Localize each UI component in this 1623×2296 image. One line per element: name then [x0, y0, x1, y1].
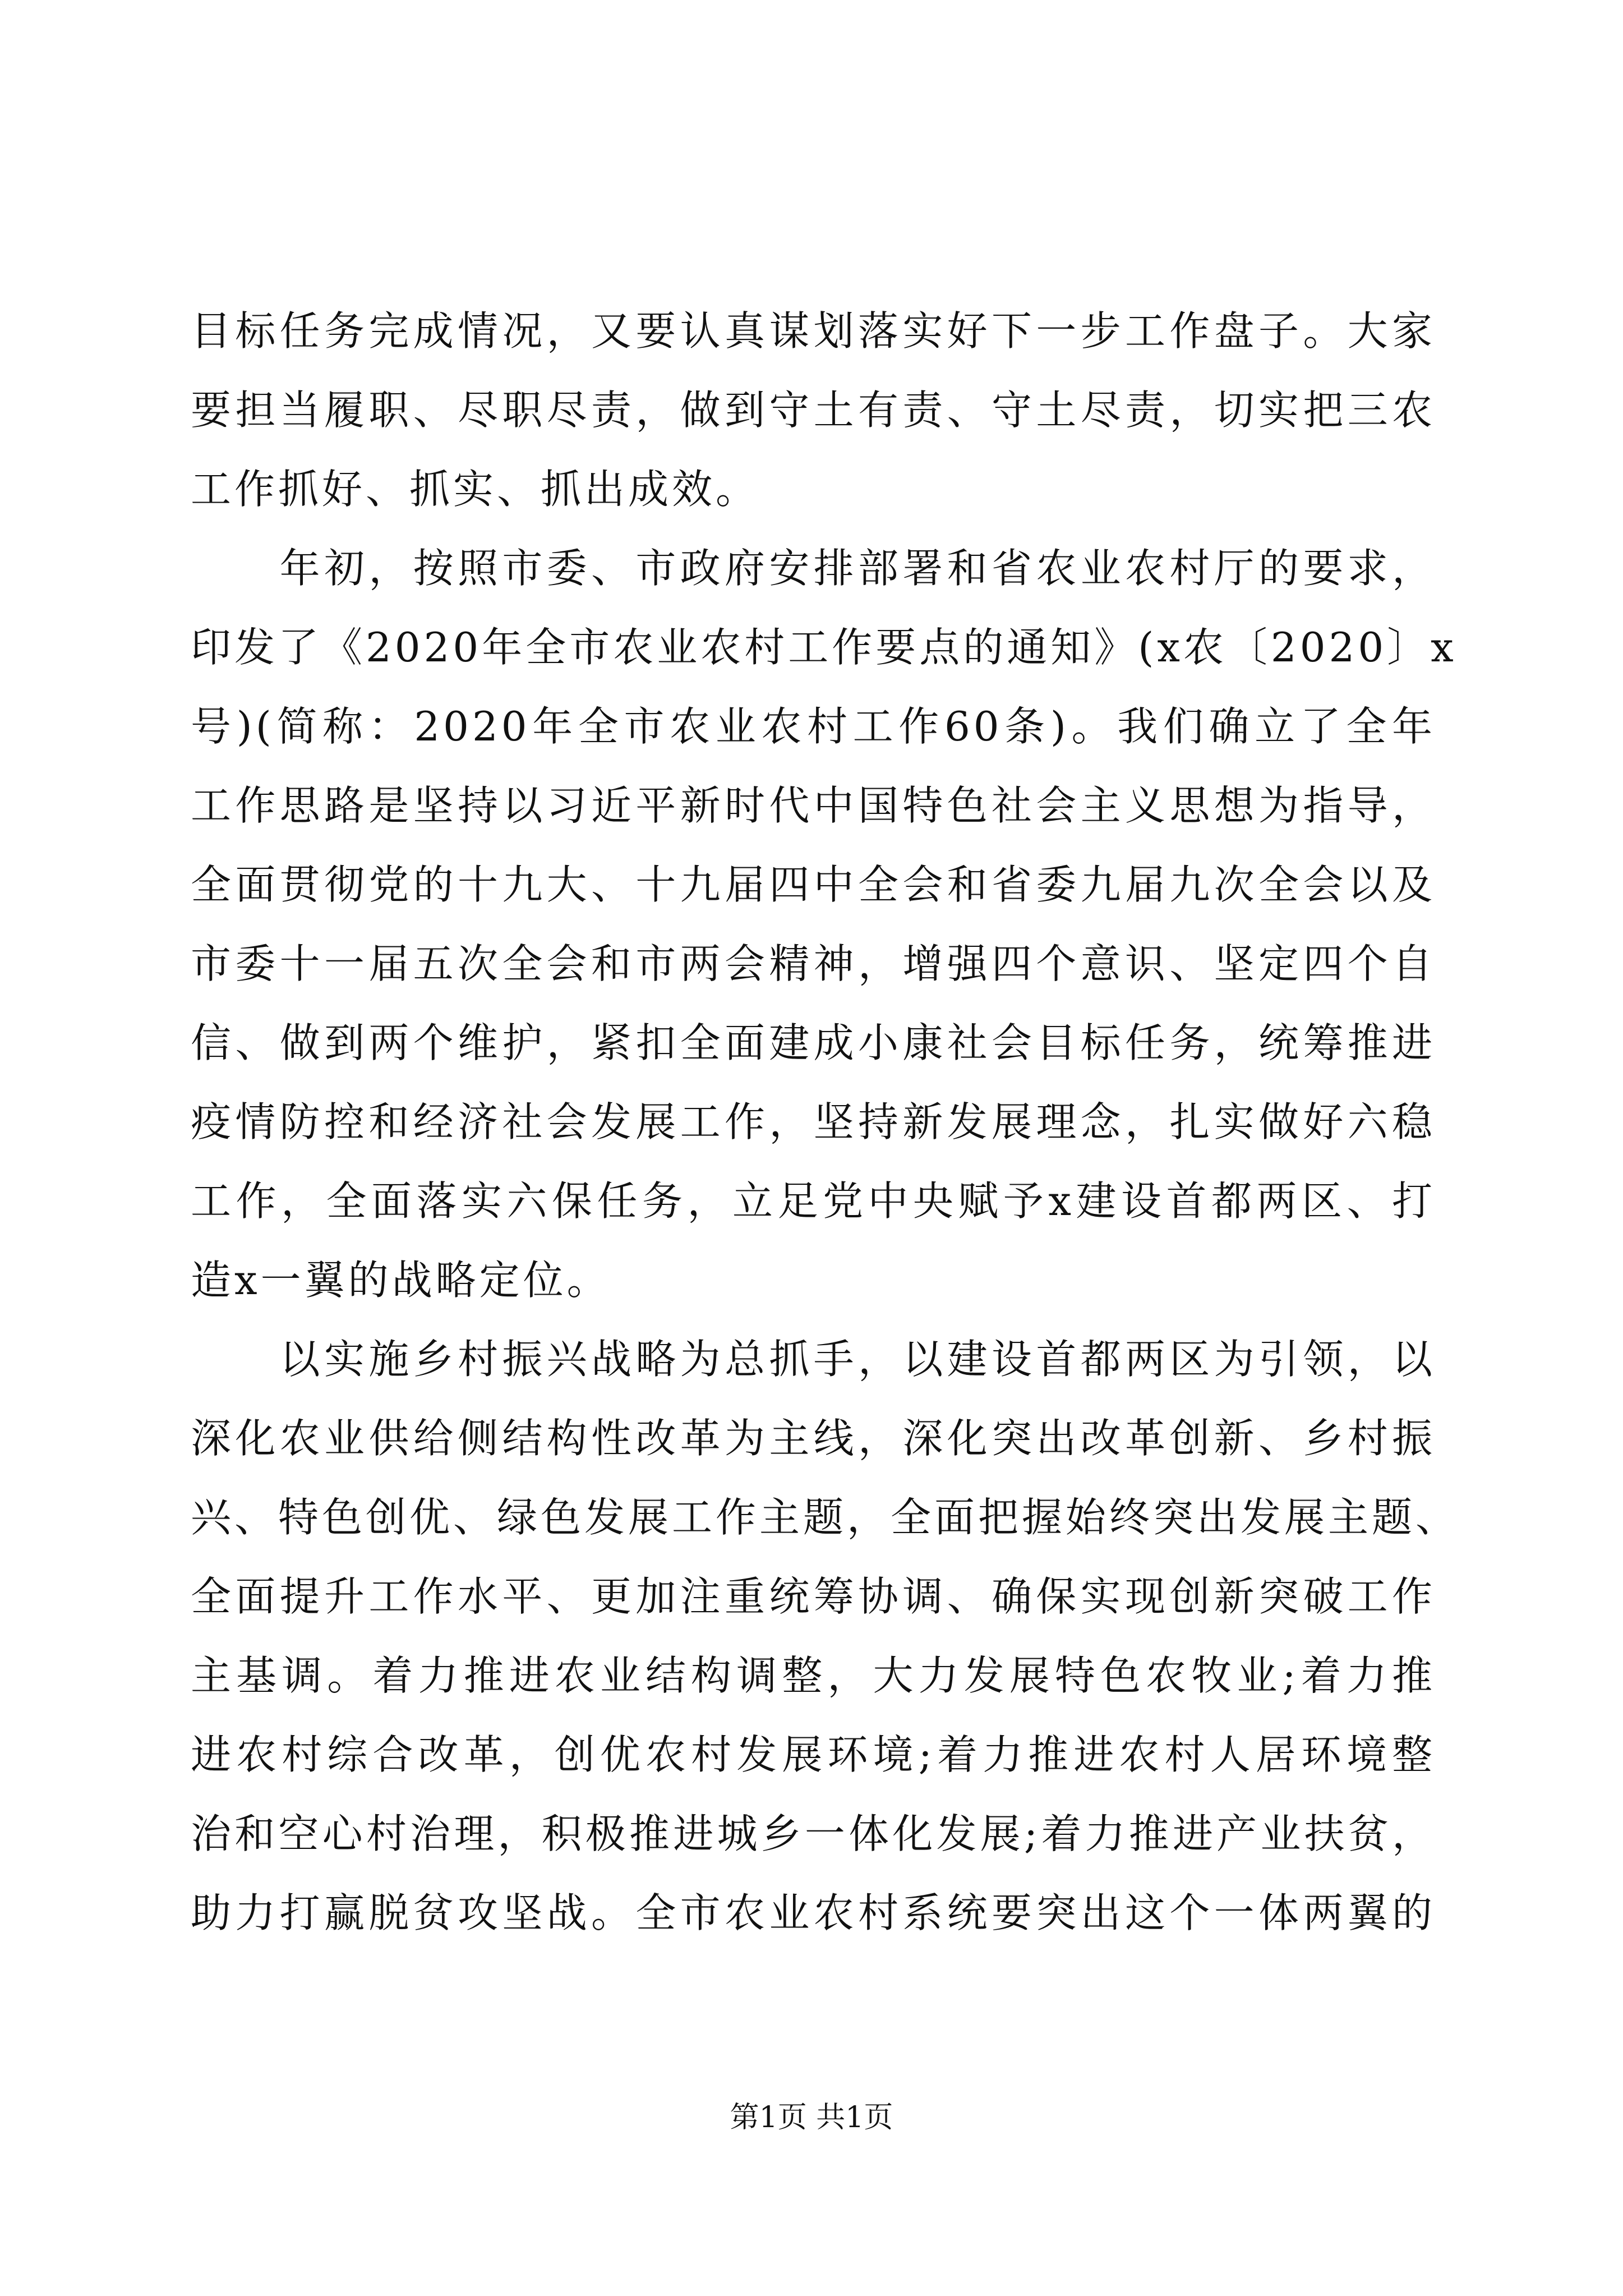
text-line: 全面贯彻党的十九大、十九届四中全会和省委九届九次全会以及 — [191, 861, 1436, 908]
text-line: 工作思路是坚持以习近平新时代中国特色社会主义思想为指导， — [191, 782, 1436, 829]
text-line: 工作，全面落实六保任务，立足党中央赋予x建设首都两区、打 — [191, 1177, 1436, 1225]
text-line: 兴、特色创优、绿色发展工作主题，全面把握始终突出发展主题、 — [191, 1494, 1460, 1541]
text-line: 助力打赢脱贫攻坚战。全市农业农村系统要突出这个一体两翼的 — [191, 1889, 1436, 1936]
text-line: 全面提升工作水平、更加注重统筹协调、确保实现创新突破工作 — [191, 1573, 1436, 1620]
text-line: 以实施乡村振兴战略为总抓手，以建设首都两区为引领，以 — [191, 1336, 1436, 1383]
text-line: 主基调。着力推进农业结构调整，大力发展特色农牧业;着力推 — [191, 1652, 1436, 1699]
text-line: 工作抓好、抓实、抓出成效。 — [191, 466, 760, 513]
text-line: 进农村综合改革，创优农村发展环境;着力推进农村人居环境整 — [191, 1731, 1436, 1778]
page-footer: 第1页 共1页 — [730, 2101, 893, 2134]
text-line: 市委十一届五次全会和市两会精神，增强四个意识、坚定四个自 — [191, 940, 1436, 987]
text-line: 印发了《2020年全市农业农村工作要点的通知》(x农〔2020〕x — [191, 624, 1457, 671]
text-line: 要担当履职、尽职尽责，做到守土有责、守土尽责，切实把三农 — [191, 386, 1436, 434]
text-line: 目标任务完成情况，又要认真谋划落实好下一步工作盘子。大家 — [191, 307, 1436, 355]
text-line: 治和空心村治理，积极推进城乡一体化发展;着力推进产业扶贫， — [191, 1810, 1436, 1857]
text-line: 深化农业供给侧结构性改革为主线，深化突出改革创新、乡村振 — [191, 1415, 1436, 1462]
text-line: 造x一翼的战略定位。 — [191, 1257, 611, 1304]
text-line: 号)(简称：2020年全市农业农村工作60条)。我们确立了全年 — [191, 703, 1436, 750]
document-body — [191, 292, 1460, 1953]
text-line: 信、做到两个维护，紧扣全面建成小康社会目标任务，统筹推进 — [191, 1019, 1436, 1066]
text-line: 疫情防控和经济社会发展工作，坚持新发展理念，扎实做好六稳 — [191, 1098, 1436, 1145]
text-line: 年初，按照市委、市政府安排部署和省农业农村厅的要求， — [191, 545, 1436, 592]
